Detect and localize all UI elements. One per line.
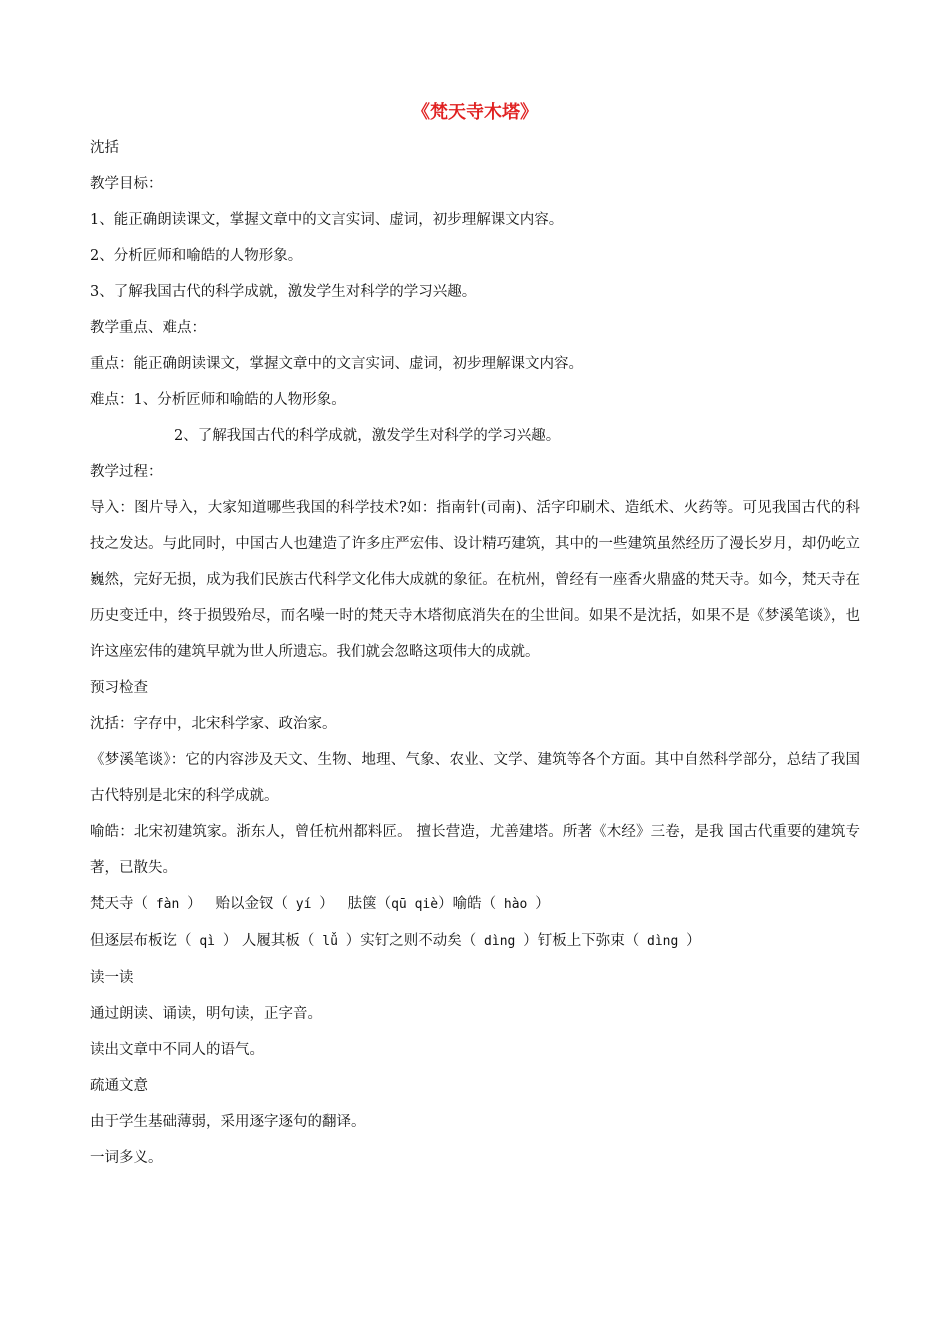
clear-item-2: 一词多义。 — [90, 1150, 163, 1166]
difficulty-1: 难点：1、分析匠师和喻皓的人物形象。 — [90, 392, 346, 408]
key-point: 重点：能正确朗读课文，掌握文章中的文言实词、虚词，初步理解课文内容。 — [90, 356, 583, 372]
objective-3: 3、了解我国古代的科学成就，激发学生对科学的学习兴趣。 — [90, 284, 477, 300]
clear-heading: 疏通文意 — [90, 1078, 148, 1094]
pinyin-item: 实钉之则不动矣（ dìng ） — [360, 933, 538, 949]
difficulty-2: 2、了解我国古代的科学成就，激发学生对科学的学习兴趣。 — [174, 428, 561, 444]
key-heading: 教学重点、难点： — [90, 320, 206, 336]
author: 沈括 — [90, 140, 119, 156]
read-item-2: 读出文章中不同人的语气。 — [90, 1042, 264, 1058]
pinyin-item: 梵天寺（ fàn ） — [90, 896, 202, 912]
pinyin-item: 贻以金钗（ yí ） — [215, 896, 334, 912]
clear-item-1: 由于学生基础薄弱，采用逐字逐句的翻译。 — [90, 1114, 366, 1130]
pinyin-item: 钉板上下弥束（ dìng ） — [537, 933, 701, 949]
preview-heading: 预习检查 — [90, 680, 148, 696]
shen-kuo-note: 沈括：字存中，北宋科学家、政治家。 — [90, 716, 337, 732]
objective-2: 2、分析匠师和喻皓的人物形象。 — [90, 248, 303, 264]
intro-paragraph: 导入：图片导入，大家知道哪些我国的科学技术?如：指南针(司南)、活字印刷术、造纸术、火药等。可见我国古代的科技之发达。与此同时，中国古人也建造了许多庄严宏伟、设计精巧建筑，其中的一些建筑虽然经历了漫长岁月，却仍屹立巍然，完好无损，成为我们民族古代科学文化伟大成就的象征。在杭州，曾经有一座香火鼎盛的梵天寺。如今，梵天寺在历史变迁中，终于损毁殆尽，而名噪一时的梵天寺木塔彻底消失在的尘世间。如果不是沈括，如果不是《梦溪笔谈》，也许这座宏伟的建筑早就为世人所遗忘。我们就会忽略这项伟大的成就。 — [90, 500, 860, 660]
objective-1: 1、能正确朗读课文，掌握文章中的文言实词、虚词，初步理解课文内容。 — [90, 212, 564, 228]
pinyin-item: 喻皓（ hào ） — [452, 896, 550, 912]
mengxi-note: 《梦溪笔谈》：它的内容涉及天文、生物、地理、气象、农业、文学、建筑等各个方面。其中自然科学部分，总结了我国古代特别是北宋的科学成就。 — [90, 752, 860, 804]
pinyin-item: 人履其板（ lǚ ） — [241, 933, 361, 949]
process-heading: 教学过程： — [90, 464, 163, 480]
pinyin-row-1 — [90, 886, 860, 923]
read-item-1: 通过朗读、诵读，明句读，正字音。 — [90, 1006, 322, 1022]
pinyin-item: 胠箧（qū qiè） — [347, 896, 453, 912]
document-page — [90, 100, 860, 1176]
yu-hao-note: 喻皓：北宋初建筑家。浙东人，曾任杭州都料匠。 擅长营造，尤善建塔。所著《木经》三卷，是我 国古代重要的建筑专著，已散失。 — [90, 824, 860, 876]
objectives-heading: 教学目标： — [90, 176, 163, 192]
document-title: 《梵天寺木塔》 — [412, 102, 538, 123]
pinyin-item: 但逐层布板讫（ qì ） — [90, 933, 238, 949]
read-heading: 读一读 — [90, 970, 134, 986]
pinyin-row-2 — [90, 923, 860, 960]
